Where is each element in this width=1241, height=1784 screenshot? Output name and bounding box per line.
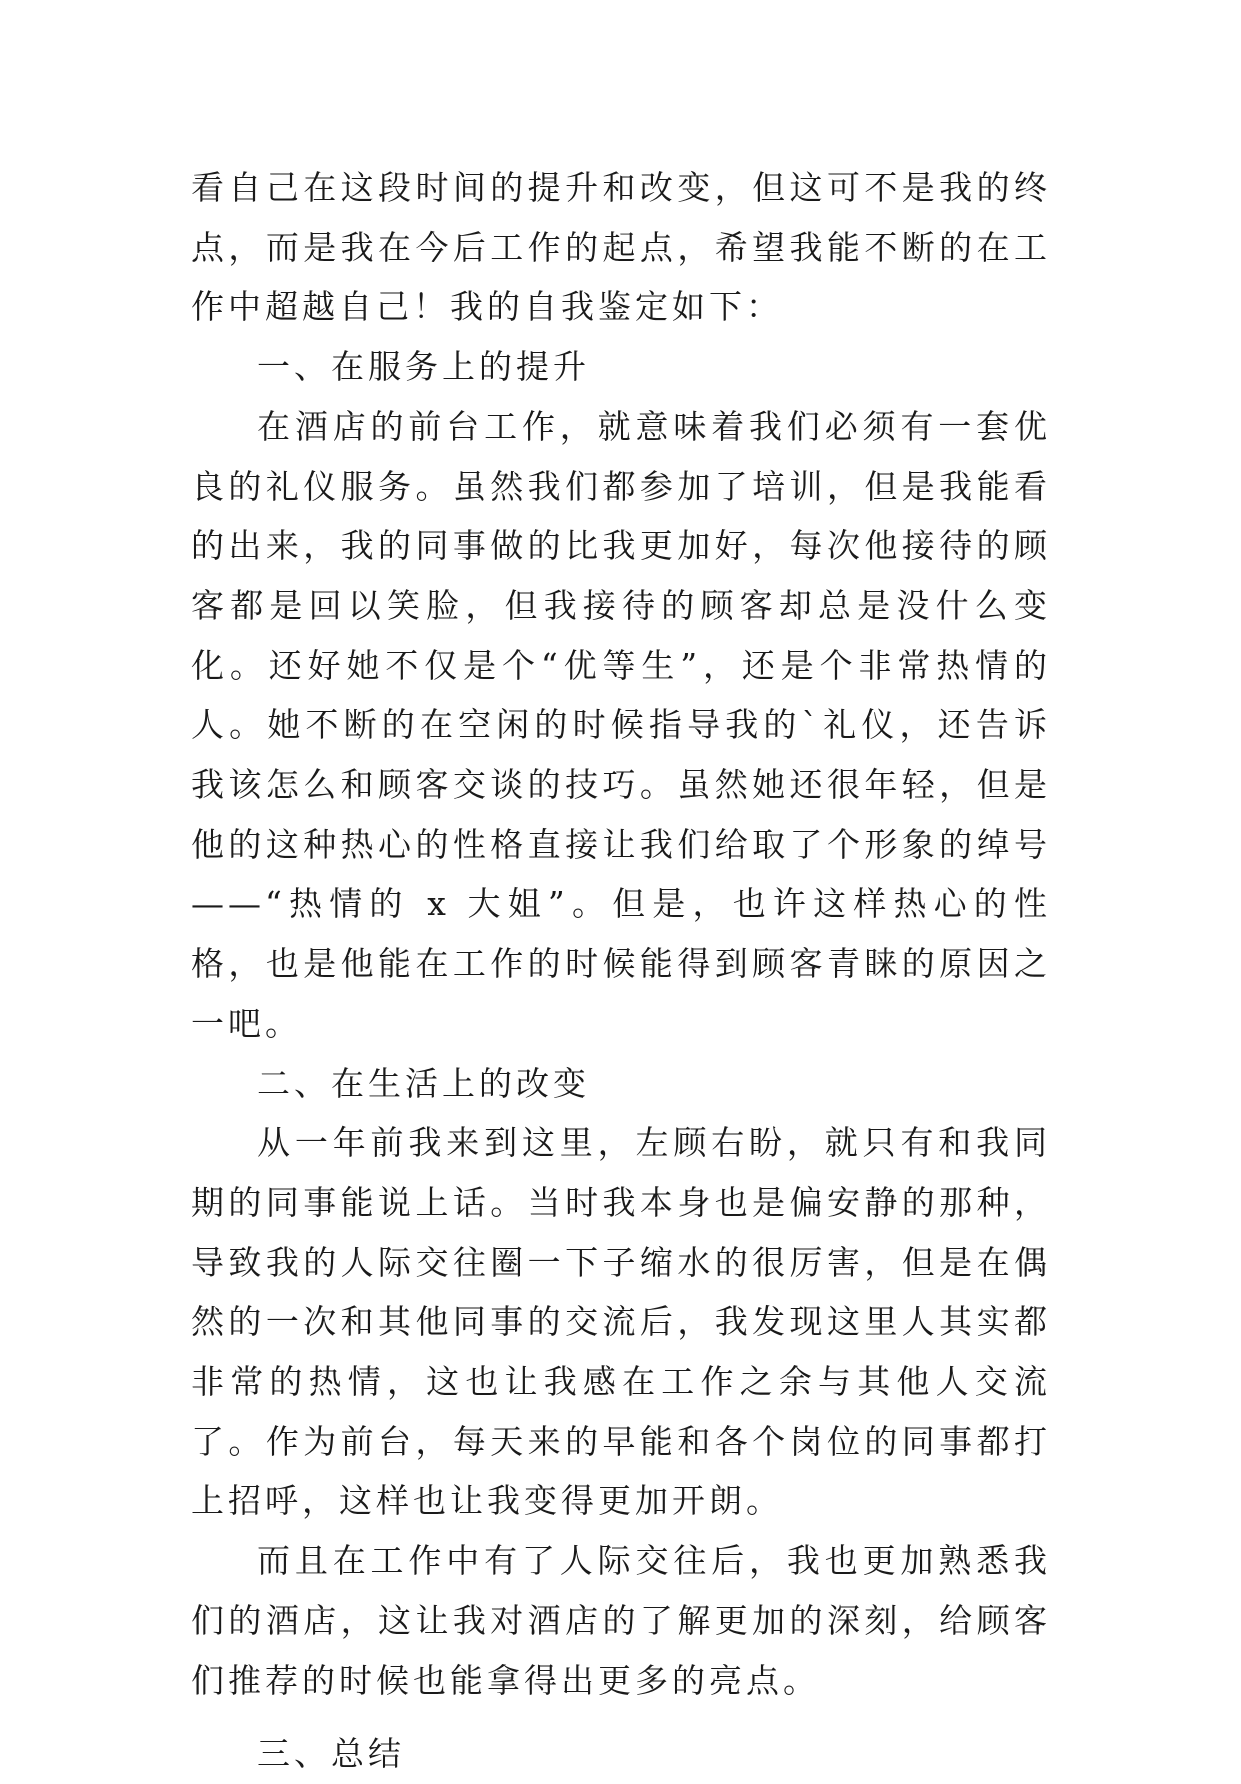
- life-paragraph: 从一年前我来到这里，左顾右盼，就只有和我同期的同事能说上话。当时我本身也是偏安静的那种，导致我的人际交往圈一下子缩水的很厉害，但是在偶然的一次和其他同事的交流后，我发现这里人其实都非常的热情，这也让我感在工作之余与其他人交流了。作为前台，每天来的早能和各个岗位的同事都打上招呼，这样也让我变得更加开朗。: [191, 1123, 1051, 1521]
- intro-paragraph: 看自己在这段时间的提升和改变，但这可不是我的终点，而是我在今后工作的起点，希望我能不断的在工作中超越自己！我的自我鉴定如下：: [191, 168, 1051, 327]
- document-body: [191, 158, 1051, 1784]
- section-heading-life: 二、在生活上的改变: [257, 1063, 590, 1103]
- section-heading-service: 一、在服务上的提升: [257, 347, 590, 387]
- hotel-familiarity-paragraph: 而且在工作中有了人际交往后，我也更加熟悉我们的酒店，这让我对酒店的了解更加的深刻，给顾客们推荐的时候也能拿得出更多的亮点。: [191, 1541, 1051, 1700]
- service-paragraph: 在酒店的前台工作，就意味着我们必须有一套优良的礼仪服务。虽然我们都参加了培训，但是我能看的出来，我的同事做的比我更加好，每次他接待的顾客都是回以笑脸，但我接待的顾客却总是没什么变化。还好她不仅是个“优等生”，还是个非常热情的人。她不断的在空闲的时候指导我的`礼仪，还告诉我该怎么和顾客交谈的技巧。虽然她还很年轻，但是他的这种热心的性格直接让我们给取了个形象的绰号——“热情的 x 大姐”。但是，也许这样热心的性格，也是他能在工作的时候能得到顾客青睐的原因之一吧。: [191, 406, 1051, 1043]
- section-heading-summary: 三、总结: [257, 1734, 405, 1774]
